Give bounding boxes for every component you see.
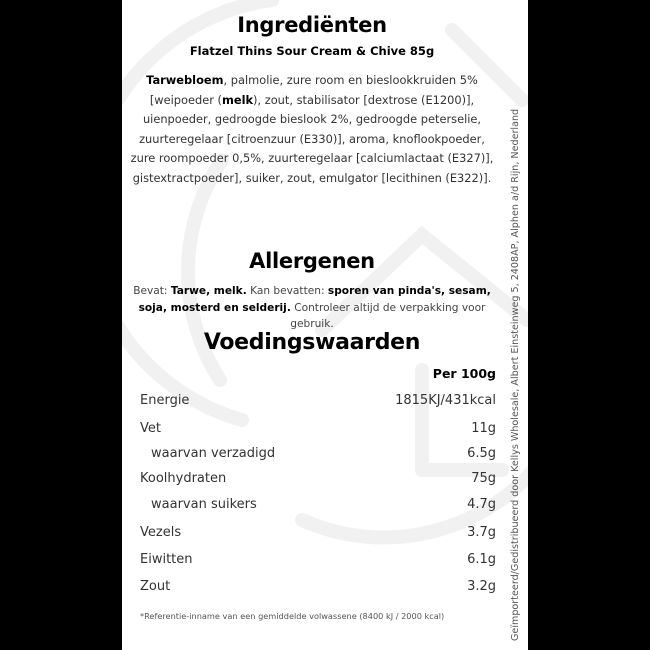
nutrition-row-vet: [140, 421, 496, 443]
nutrition-value: 3.2g: [467, 579, 496, 594]
allergens-heading: Allergenen: [249, 249, 375, 273]
nutrition-row-suikers: [140, 497, 496, 519]
nutrition-label: Vezels: [140, 525, 182, 540]
nutrition-value: 6.5g: [467, 446, 496, 461]
nutrition-row-eiwitten: [140, 552, 496, 574]
nutrition-label: Zout: [140, 579, 171, 594]
ingredient-text-part: ), zout, stabilisator [dextrose (E1200)], uienpoeder, gedroogde bieslook 2%, gedroogde peterselie, zuurteregelaar [citroenzuur (E330)], aroma, knoflookpoeder, zure roompoeder 0,5%, zuurteregelaar [calciumlactaat (E327)], gistextractpoeder], suiker, zout, emulgator [lecithinen (E322)].: [130, 92, 494, 185]
nutrition-value: 11g: [471, 421, 496, 436]
nutrition-label: Koolhydraten: [140, 471, 227, 486]
nutrition-value: 4.7g: [467, 497, 496, 512]
nutrition-row-energie: [140, 393, 496, 415]
nutrition-value: 3.7g: [467, 525, 496, 540]
label-content: [122, 0, 502, 650]
ingredient-bold-tarwebloem: Tarwebloem: [146, 73, 224, 87]
allergen-contains: Tarwe, melk.: [170, 285, 247, 297]
reference-intake-footnote: *Referentie-inname van een gemiddelde volwassene (8400 kJ / 2000 kcal): [140, 611, 445, 621]
nutrition-label: Energie: [140, 393, 190, 408]
nutrition-label: Vet: [140, 421, 161, 436]
allergen-text-part: Bevat:: [133, 285, 171, 297]
nutrition-row-zout: [140, 579, 496, 601]
nutrition-label: waarvan verzadigd: [151, 446, 276, 461]
nutrition-value: 1815KJ/431kcal: [395, 393, 496, 408]
ingredients-text: [130, 71, 494, 188]
nutrition-row-verzadigd: [140, 446, 496, 468]
allergen-text-part: Kan bevatten:: [246, 285, 328, 297]
nutrition-heading: Voedingswaarden: [203, 330, 421, 355]
ingredient-text-part: , palmolie, zure room en bieslookkruiden 5% [weipoeder (: [149, 73, 478, 107]
ingredient-bold-melk: melk: [221, 92, 254, 107]
nutrition-label: waarvan suikers: [151, 497, 257, 512]
nutrition-row-vezels: [140, 525, 496, 547]
nutrition-value: 75g: [471, 471, 496, 486]
allergen-may-contain: sporen van pinda's, sesam, soja, mosterd en selderij.: [138, 285, 491, 314]
product-name: Flatzel Thins Sour Cream & Chive 85g: [189, 44, 435, 58]
nutrition-row-koolhydraten: [140, 471, 496, 493]
allergens-text: [130, 283, 494, 333]
product-label-panel: [122, 0, 528, 650]
nutrition-label: Eiwitten: [140, 552, 193, 567]
allergen-text-part: Controleer altijd de verpakking voor gebruik.: [290, 301, 486, 330]
importer-address-text: Geïmporteerd/Gedistribueerd door Kellys Wholesale, Albert Einsteinweg 5, 2408AP, Alphen a/d Rijn, Nederland: [510, 108, 521, 641]
nutrition-column-header: Per 100g: [432, 366, 496, 381]
nutrition-value: 6.1g: [467, 552, 496, 567]
ingredients-heading: Ingrediënten: [237, 13, 387, 37]
